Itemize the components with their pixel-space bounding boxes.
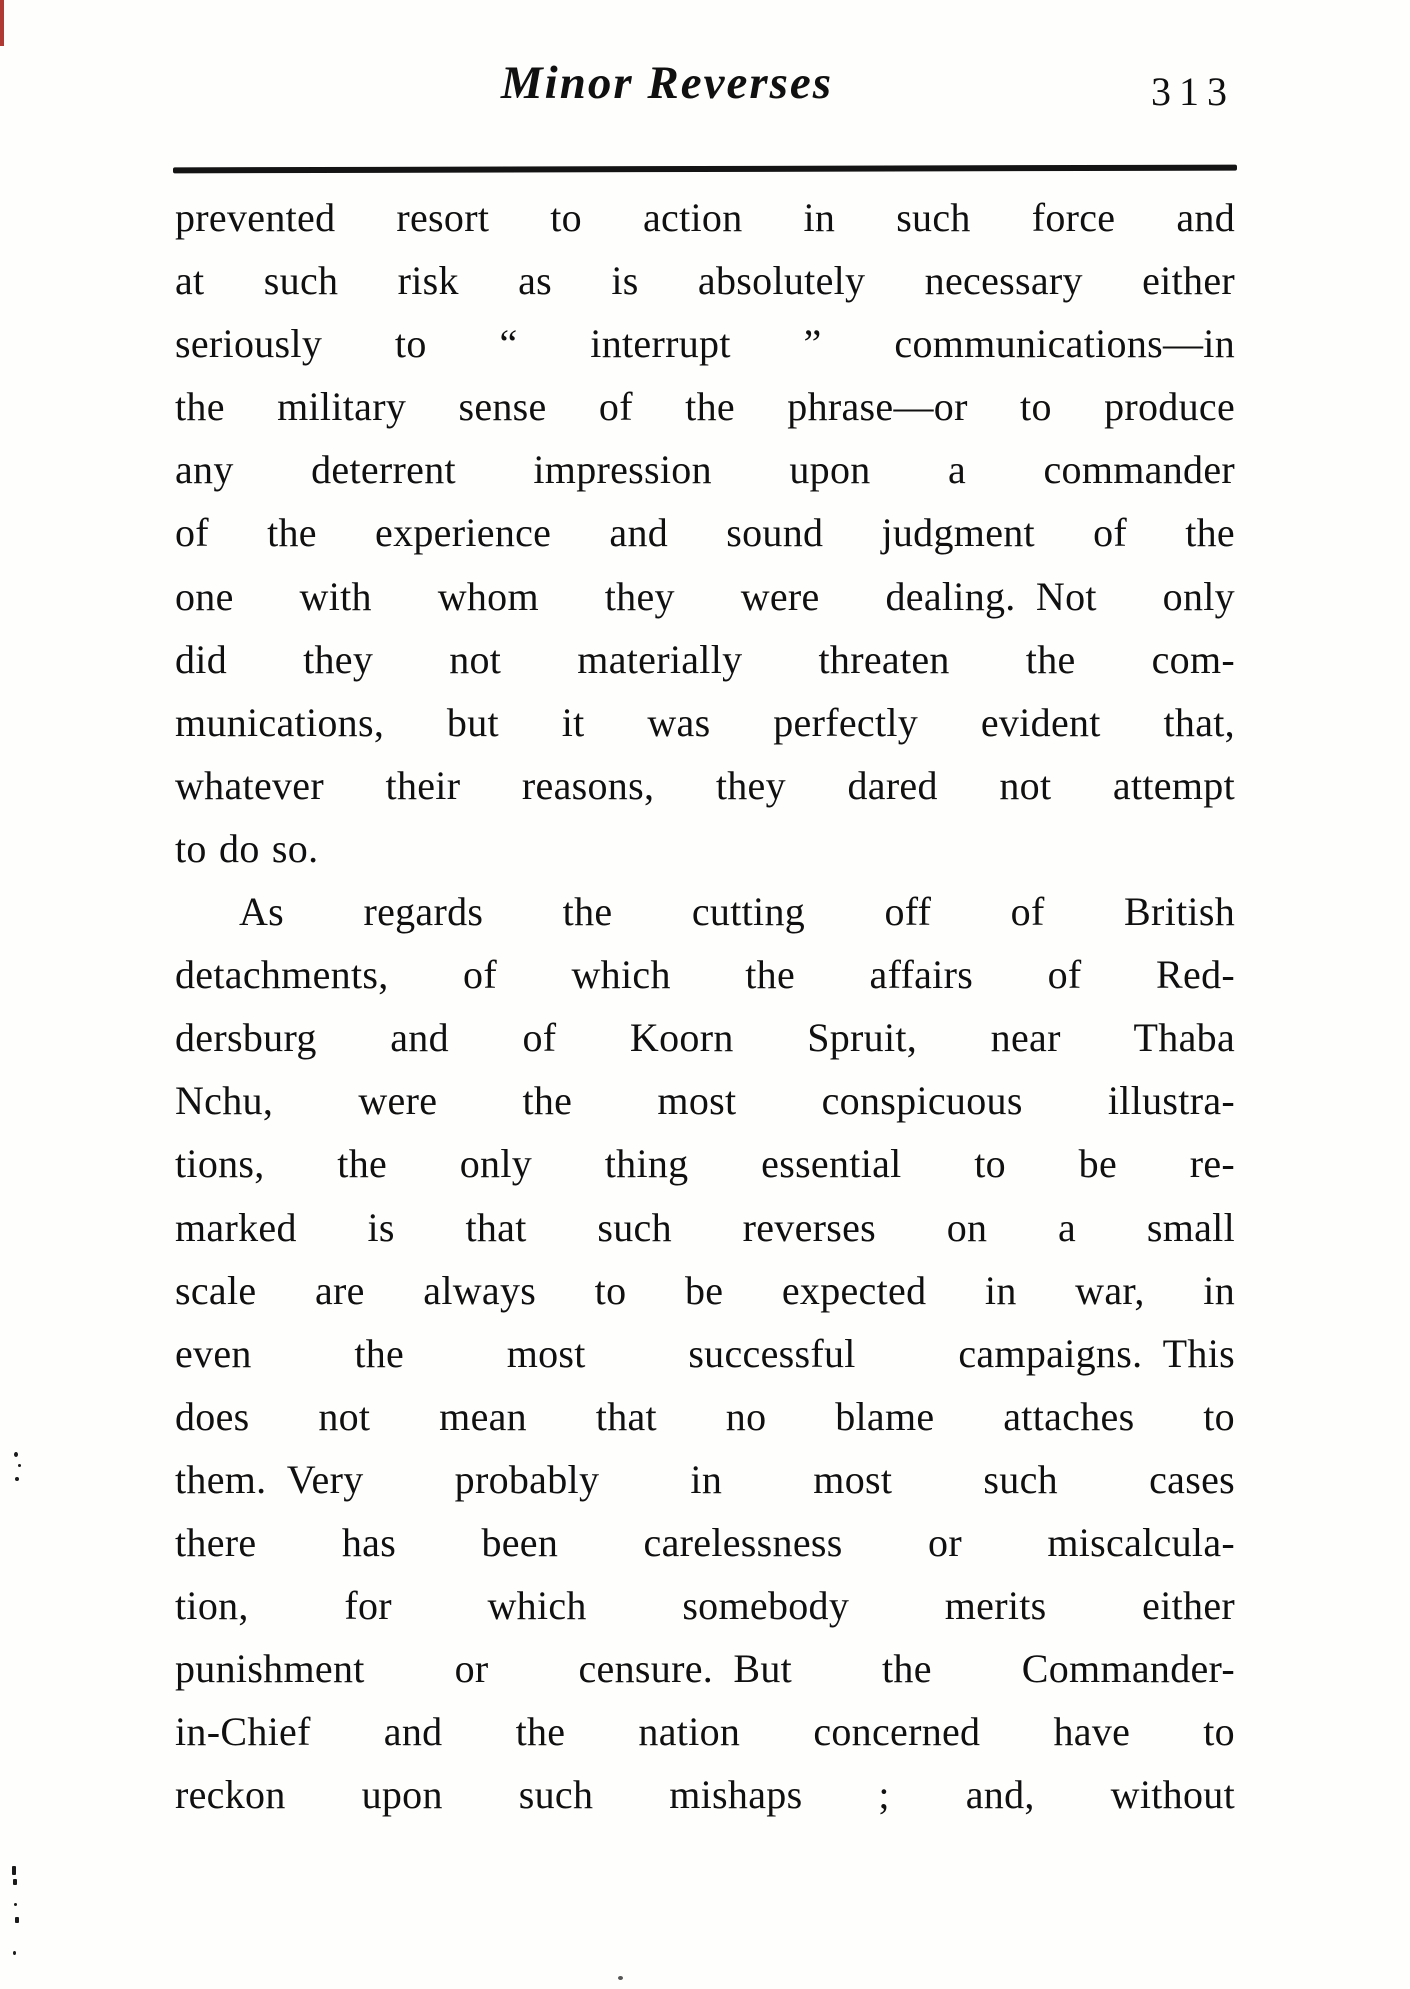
text-line: reckon upon such mishaps ; and, without xyxy=(175,1772,1235,1818)
scan-speck-artifact xyxy=(14,1452,18,1457)
text-line: munications, but it was perfectly evident that, xyxy=(175,699,1235,745)
scan-speck-artifact xyxy=(14,1903,17,1906)
text-line: of the experience and sound judgment of the xyxy=(175,510,1235,556)
text-line: tions, the only thing essential to be re- xyxy=(175,1141,1235,1187)
text-line: them. Very probably in most such cases xyxy=(175,1456,1235,1502)
scan-speck-artifact xyxy=(15,1917,19,1923)
scan-speck-artifact xyxy=(13,1951,16,1955)
text-line: punishment or censure. But the Commander- xyxy=(175,1646,1235,1692)
scan-edge-artifact xyxy=(0,0,4,46)
text-line: whatever their reasons, they dared not attempt xyxy=(175,762,1235,808)
running-head: Minor Reverses xyxy=(500,57,834,109)
scan-speck-artifact xyxy=(618,1976,623,1980)
text-line: prevented resort to action in such force and xyxy=(175,195,1235,240)
text-line: did they not materially threaten the com- xyxy=(175,636,1235,682)
scan-speck-artifact xyxy=(18,1464,21,1467)
text-line: marked is that such reverses on a small xyxy=(175,1204,1235,1250)
text-line: there has been carelessness or miscalcula- xyxy=(175,1519,1235,1565)
text-line: does not mean that no blame attaches to xyxy=(175,1393,1235,1439)
scan-speck-artifact xyxy=(13,1879,17,1885)
text-line: scale are always to be expected in war, in xyxy=(175,1267,1235,1313)
text-line: even the most successful campaigns. This xyxy=(175,1330,1235,1376)
body-text xyxy=(175,186,1235,1826)
text-line: any deterrent impression upon a commander xyxy=(175,447,1235,493)
text-line: one with whom they were dealing. Not only xyxy=(175,573,1235,619)
scan-speck-artifact xyxy=(12,1866,16,1875)
scan-speck-artifact xyxy=(15,1477,19,1481)
text-line-paragraph-end: to do so. xyxy=(175,825,319,871)
header-rule xyxy=(173,165,1237,174)
page-header xyxy=(175,56,1235,134)
text-line: in-Chief and the nation concerned have to xyxy=(175,1709,1235,1755)
text-line: tion, for which somebody merits either xyxy=(175,1583,1235,1629)
text-line: the military sense of the phrase—or to produce xyxy=(175,384,1235,430)
text-line: seriously to “ interrupt ” communications—in xyxy=(175,321,1235,367)
text-line-paragraph-start: As regards the cutting off of British xyxy=(239,889,1235,935)
text-line: at such risk as is absolutely necessary either xyxy=(175,258,1235,304)
text-line: Nchu, were the most conspicuous illustra- xyxy=(175,1078,1235,1124)
text-line: dersburg and of Koorn Spruit, near Thaba xyxy=(175,1015,1235,1061)
text-line: detachments, of which the affairs of Red- xyxy=(175,952,1235,998)
page-number: 313 xyxy=(1151,69,1235,114)
